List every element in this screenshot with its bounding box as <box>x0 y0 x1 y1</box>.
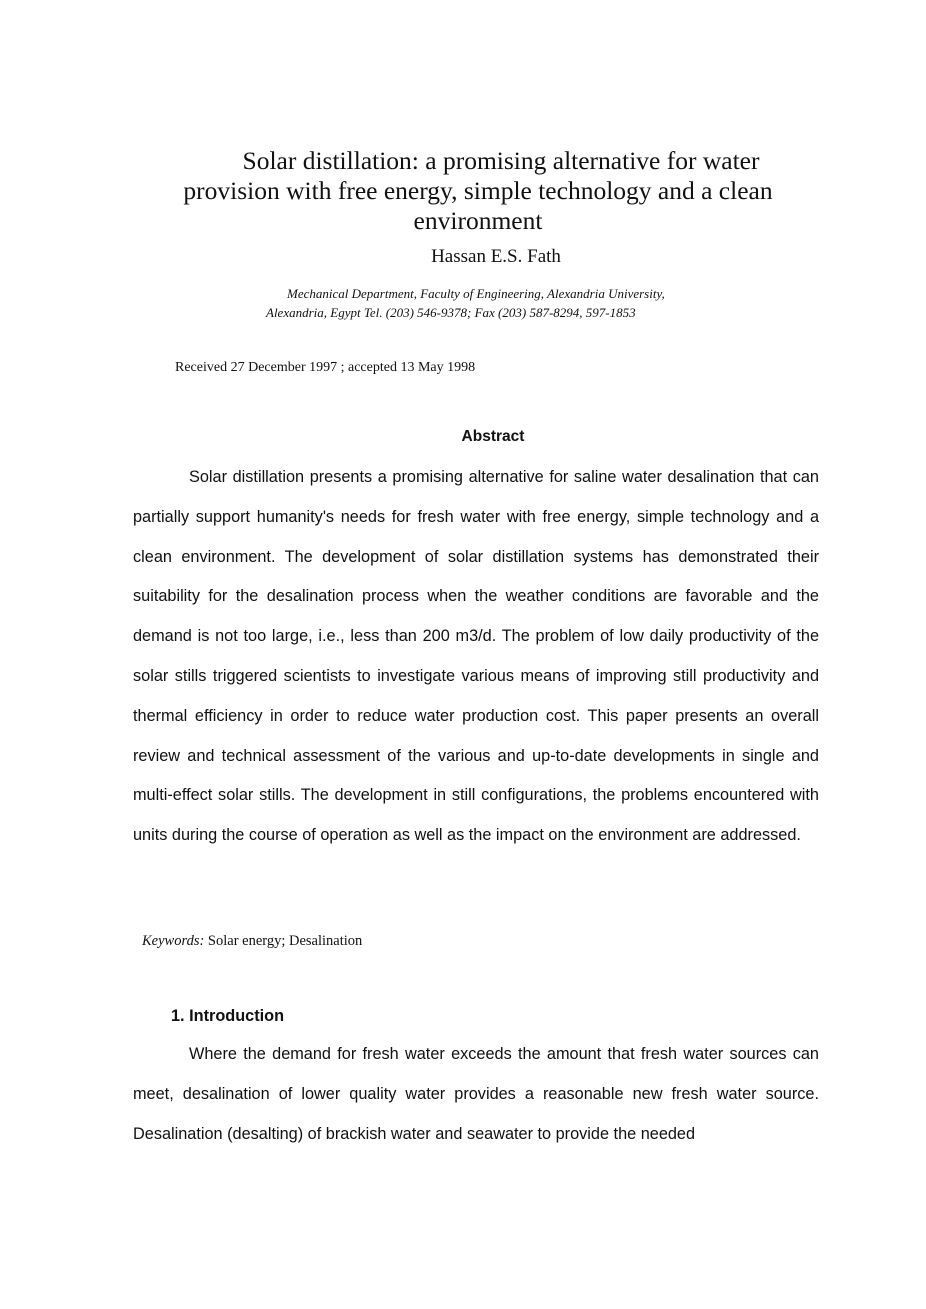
paper-title <box>150 146 806 236</box>
abstract-body: Solar distillation presents a promising alternative for saline water desalination that can partially support humanity's needs for fresh water with free energy, simple technology and a clean environment. The development of solar distillation systems has demonstrated their suitability for the desalination process when the weather conditions are favorable and the demand is not too large, i.e., less than 200 m3/d. The problem of low daily productivity of the solar stills triggered scientists to investigate various means of improving still productivity and thermal efficiency in order to reduce water production cost. This paper presents an overall review and technical assessment of the various and up-to-date developments in single and multi-effect solar stills. The development in still configurations, the problems encountered with units during the course of operation as well as the impact on the environment are addressed. <box>133 468 819 845</box>
title-line: provision with free energy, simple technology and a clean <box>183 176 773 205</box>
keywords-value: Solar energy; Desalination <box>204 933 363 949</box>
abstract-heading: Abstract <box>461 428 525 445</box>
section-heading-introduction: 1. Introduction <box>171 1007 285 1025</box>
received-date: Received 27 December 1997 ; accepted 13 May 1998 <box>175 360 476 375</box>
author-name: Hassan E.S. Fath <box>431 246 561 267</box>
introduction-body: Where the demand for fresh water exceeds the amount that fresh water sources can meet, desalination of lower quality water provides a reasonable new fresh water source. Desalination (desalting) of brackish water and seawater to provide the needed <box>133 1045 819 1143</box>
title-line: Solar distillation: a promising alternative for water <box>242 146 760 175</box>
keywords-label: Keywords: <box>142 933 205 949</box>
keywords <box>142 931 362 951</box>
affiliation-line: Alexandria, Egypt Tel. (203) 546-9378; Fax (203) 587-8294, 597-1853 <box>266 305 636 320</box>
title-line: environment <box>413 206 543 235</box>
affiliation-line: Mechanical Department, Faculty of Engineering, Alexandria University, <box>287 286 665 301</box>
